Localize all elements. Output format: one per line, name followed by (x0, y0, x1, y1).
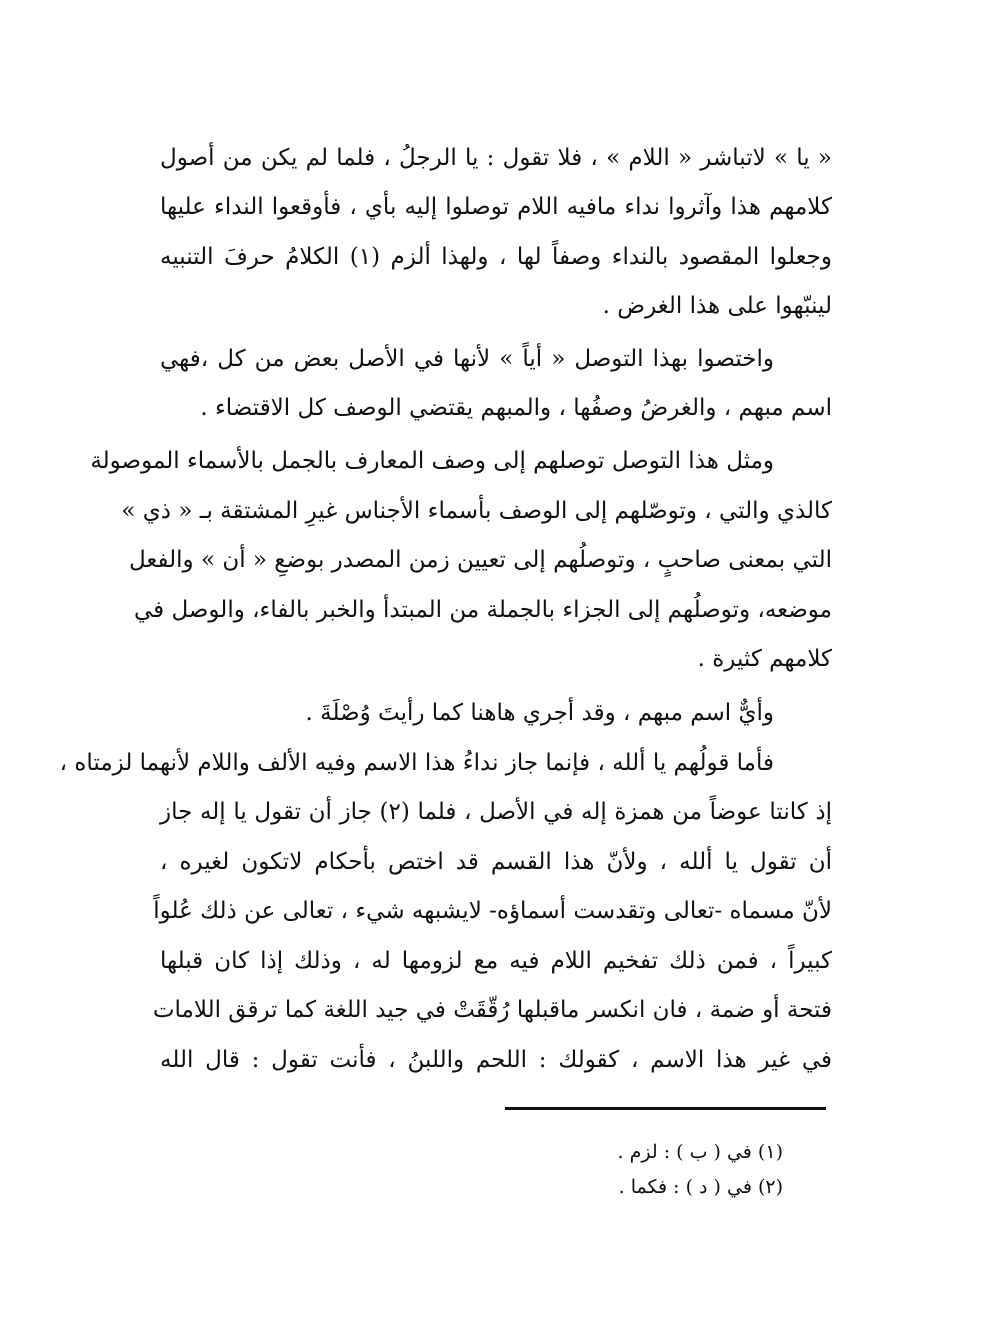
text-line: كلامهم كثيرة . (697, 646, 832, 672)
text-line: كالذي والتي ، وتوصّلهم إلى الوصف بأسماء الأجناس غيرِ المشتقة بـ « ذي » (121, 498, 832, 524)
text-line: أن تقول يا ألله ، ولأنّ هذا القسم قد اختص بأحكام لاتكون لغيره ، (160, 849, 832, 875)
text-line: فأما قولُهم يا ألله ، فإنما جاز نداءُ هذا الاسم وفيه الألف واللام لأنهما لزمتاه ، (59, 750, 774, 776)
text-line: ومثل هذا التوصل توصلهم إلى وصف المعارف بالجمل بالأسماء الموصولة (90, 448, 774, 474)
text-line: « يا » لاتباشر « اللام » ، فلا تقول : يا الرجلُ ، فلما لم يكن من أصول (160, 145, 832, 171)
text-line: كلامهم هذا وآثروا نداء مافيه اللام توصلوا إليه بأي ، فأوقعوا النداء عليها (160, 194, 832, 220)
text-line: لينبّهوا على هذا الغرض . (602, 293, 832, 319)
footnote-2: (٢) في ( د ) : فكما . (618, 1176, 783, 1198)
text-line: واختصوا بهذا التوصل « أياً » لأنها في الأصل بعض من كل ،فهي (160, 346, 774, 372)
text-line: اسم مبهم ، والغرضُ وصفُها ، والمبهم يقتضي الوصف كل الاقتضاء . (200, 395, 832, 421)
text-line: في غير هذا الاسم ، كقولك : اللحم واللبنُ ، فأنت تقول : قال الله (160, 1047, 832, 1073)
text-line: وجعلوا المقصود بالنداء وصفاً لها ، ولهذا ألزم (١) الكلامُ حرفَ التنبيه (160, 244, 832, 270)
footnote-divider (505, 1107, 826, 1110)
text-line: لأنّ مسماه -تعالى وتقدست أسماؤه- لايشبهه شيء ، تعالى عن ذلك عُلواً (153, 898, 832, 924)
text-line: التي بمعنى صاحبٍ ، وتوصلُهم إلى تعيين زمن المصدر بوضعِ « أن » والفعل (128, 547, 832, 573)
footnote-1: (١) في ( ب ) : لزم . (617, 1141, 783, 1163)
text-line: فتحة أو ضمة ، فان انكسر ماقبلها رُقّقَتْ في جيد اللغة كما ترقق اللامات (152, 997, 832, 1023)
text-line: إذ كانتا عوضاً من همزة إله في الأصل ، فلما (٢) جاز أن تقول يا إله جاز (160, 799, 832, 825)
text-line: وأيٌّ اسم مبهم ، وقد أجري هاهنا كما رأيتَ وُصْلَةَ . (305, 700, 774, 726)
text-line: موضعه، وتوصلُهم إلى الجزاء بالجملة من المبتدأ والخبر بالفاء، والوصل في (134, 597, 832, 623)
text-line: كبيراً ، فمن ذلك تفخيم اللام فيه مع لزومها له ، وذلك إذا كان قبلها (160, 948, 832, 974)
